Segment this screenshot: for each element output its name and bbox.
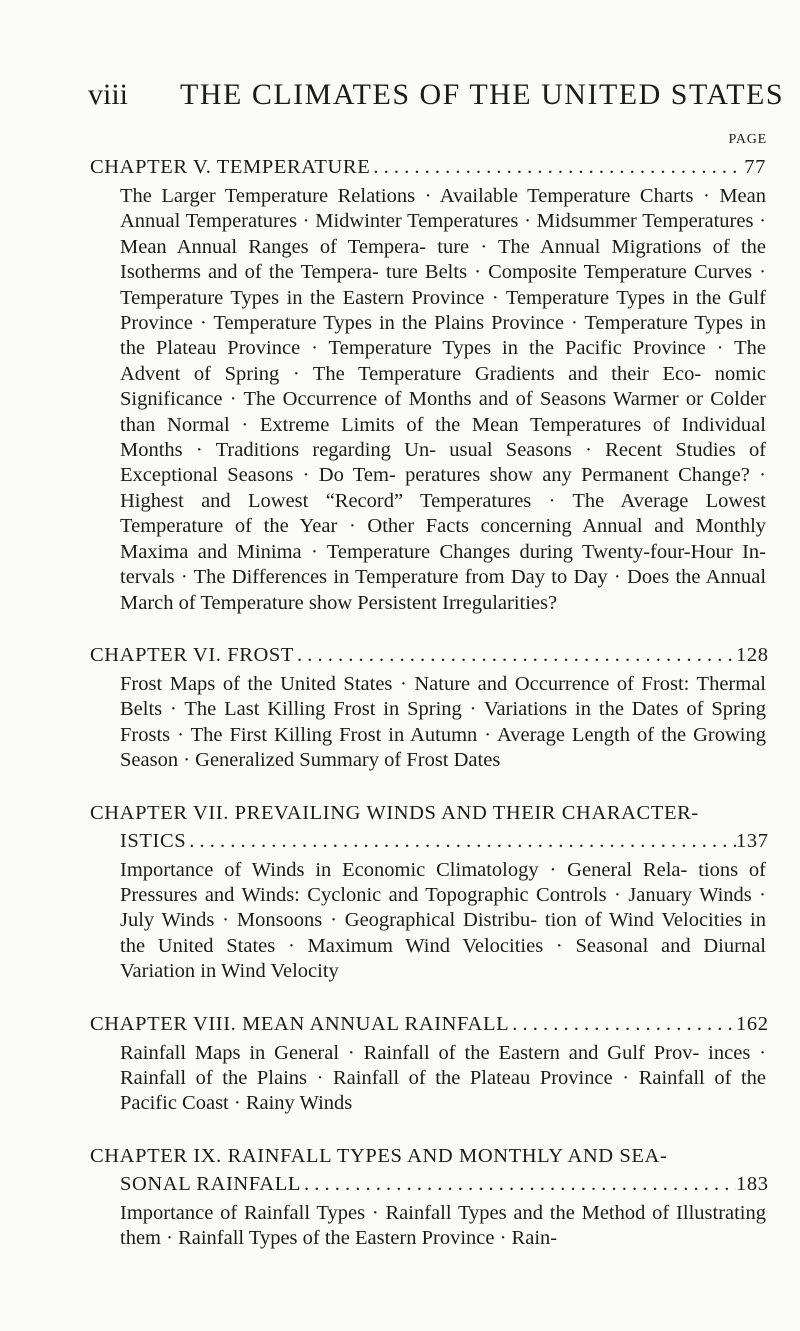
topic-line: ture Belts · Composite Temperature Curves · Temperature Types (120, 261, 767, 309)
dot-leader (301, 1170, 736, 1198)
topic-line: ture · The Annual Migrations of the Isotherms and of the Tempera- (120, 235, 767, 284)
chapter-heading-line (90, 1142, 766, 1170)
topic-line: the Plateau Province · Temperature Types in the Pacific Province · (120, 337, 724, 360)
chapter-title: CHAPTER IX. RAINFALL TYPES AND MONTHLY AND SEA- (90, 1144, 668, 1167)
topic-line: usual Seasons · Recent Studies of Exceptional Seasons · Do Tem- (120, 439, 767, 487)
toc-entry (90, 1010, 769, 1117)
topic-line: Rainfall of the Pacific Coast · Rainy Winds (120, 1066, 767, 1115)
page-number: viii (88, 78, 129, 111)
running-head (88, 78, 784, 112)
dot-leader (294, 641, 736, 669)
table-of-contents (90, 153, 769, 1277)
dot-leader (509, 1010, 736, 1038)
topic-line: the Year · Other Facts concerning Annual and Monthly Maxima (120, 515, 767, 563)
topic-line: peratures show any Permanent Change? · Highest and Lowest (120, 464, 767, 512)
topic-line: inces · Rainfall of the Plains · Rainfall of the Plateau Province · (120, 1041, 767, 1089)
toc-entry (90, 153, 766, 616)
chapter-title: CHAPTER VIII. MEAN ANNUAL RAINFALL (90, 1012, 510, 1035)
chapter-heading-line (90, 799, 766, 827)
dot-leader (370, 153, 736, 181)
topic-line: Importance of Winds in Economic Climatology · General Rela- (120, 858, 688, 881)
topic-line: Thermal Belts · The Last Killing Frost in Spring · Variations in (120, 672, 766, 721)
topic-line: Temperature Types in the Plains Province · Temperature Types in (213, 312, 766, 335)
chapter-page-number: 162 (736, 1012, 769, 1035)
topic-line: in the Eastern Province · Temperature Types in the Gulf Province · (120, 286, 766, 335)
topic-line: January Winds · July Winds · Monsoons · Geographical Distribu- (120, 883, 766, 932)
page-column-label: PAGE (728, 132, 767, 147)
chapter-title: ISTICS (120, 829, 187, 852)
chapter-heading-line (90, 1170, 769, 1198)
topic-line: Warmer or Colder than Normal · Extreme Limits of the Mean (120, 388, 767, 436)
topic-line: The Advent of Spring · The Temperature Gradients and their Eco- (120, 337, 766, 385)
chapter-page-number: 183 (736, 1172, 769, 1195)
chapter-heading-line (90, 1010, 769, 1038)
dot-leader (186, 827, 736, 855)
topic-line: tion of Wind Velocities in the United States · Maximum Wind (120, 909, 766, 957)
chapter-page-number: 137 (736, 829, 769, 852)
toc-entry (90, 799, 769, 985)
topic-line: and Minima · Temperature Changes during Twenty-four-Hour In- (197, 540, 767, 563)
topic-line: “Record” Temperatures · The Average Lowest Temperature of (120, 489, 766, 538)
topic-line: Temperatures of Individual Months · Traditions regarding Un- (120, 413, 766, 462)
chapter-topics (120, 1041, 766, 1117)
chapter-heading-line (90, 153, 766, 181)
topic-line: Velocities · Seasonal and Diurnal Variation in Wind Velocity (120, 934, 766, 983)
chapter-heading-line (90, 827, 769, 855)
topic-line: Average Length of the Growing Season · Generalized Summary of (120, 723, 766, 772)
chapter-topics (120, 858, 766, 985)
chapter-title: CHAPTER V. TEMPERATURE (90, 156, 371, 178)
topic-line: tions of Pressures and Winds: Cyclonic and Topographic Controls · (120, 858, 766, 906)
topic-line: Illustrating them · Rainfall Types of the Eastern Province · Rain- (120, 1201, 767, 1250)
topic-line: Rainfall Maps in General · Rainfall of the Eastern and Gulf Prov- (120, 1041, 700, 1064)
topic-line: tervals · The Differences in Temperature from Day to Day · Does (120, 566, 670, 589)
topic-line: The Larger Temperature Relations · Available Temperature (120, 185, 631, 207)
chapter-title: CHAPTER VII. PREVAILING WINDS AND THEIR CHARACTER- (90, 801, 699, 824)
topic-line: Midsummer Temperatures · Mean Annual Ranges of Tempera- (120, 210, 767, 258)
topic-line: Frost Maps of the United States · Nature and Occurrence of Frost: (120, 672, 690, 695)
chapter-topics (120, 1201, 766, 1252)
topic-line: Charts · Mean Annual Temperatures · Midwinter Temperatures · (120, 185, 766, 233)
topic-line: nomic Significance · The Occurrence of Months and of Seasons (120, 362, 767, 411)
chapter-title: CHAPTER VI. FROST (90, 643, 295, 666)
chapter-page-number: 128 (736, 643, 769, 666)
topic-line: Importance of Rainfall Types · Rainfall Types and the Method of (120, 1201, 670, 1224)
topic-line: the Dates of Spring Frosts · The First Killing Frost in Autumn · (120, 698, 766, 746)
chapter-topics (120, 672, 766, 774)
toc-entry (90, 641, 769, 774)
topic-line: Frost Dates (406, 749, 501, 772)
chapter-page-number: 77 (744, 156, 766, 178)
chapter-heading-line (90, 641, 769, 669)
chapter-topics (120, 184, 766, 616)
running-title: THE CLIMATES OF THE UNITED STATES (180, 78, 785, 111)
chapter-title: SONAL RAINFALL (120, 1172, 301, 1195)
topic-line: the Annual March of Temperature show Persistent Irregularities? (120, 566, 767, 614)
toc-entry (90, 1142, 769, 1252)
